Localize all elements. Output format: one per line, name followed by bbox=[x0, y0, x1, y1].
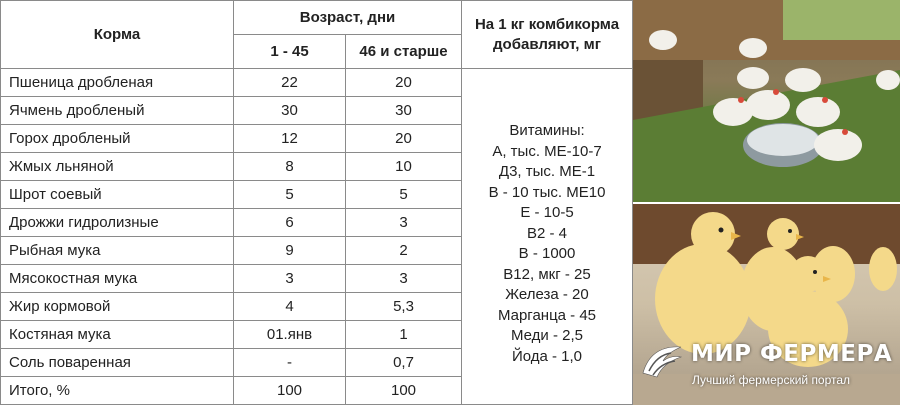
header-age-1-45: 1 - 45 bbox=[234, 35, 346, 69]
age-46-plus-cell: 5 bbox=[346, 181, 462, 209]
vitamins-heading: Витамины: bbox=[509, 122, 585, 139]
feed-name-cell: Соль поваренная bbox=[1, 349, 234, 377]
age-46-plus-cell: 5,3 bbox=[346, 293, 462, 321]
age-1-45-cell: 01.янв bbox=[234, 321, 346, 349]
table-row bbox=[1, 69, 633, 97]
vitamin-item: В - 10 тыс. МЕ10 bbox=[488, 183, 606, 201]
age-1-45-cell: 30 bbox=[234, 97, 346, 125]
photo-panel bbox=[633, 0, 900, 405]
vitamin-item: Е - 10-5 bbox=[520, 204, 574, 221]
header-age-46-plus: 46 и старше bbox=[346, 35, 462, 69]
age-46-plus-cell: 3 bbox=[346, 209, 462, 237]
logo-title: МИР ФЕРМЕРА bbox=[691, 341, 893, 367]
age-1-45-cell: 100 bbox=[234, 377, 346, 405]
feed-name-cell: Шрот соевый bbox=[1, 181, 234, 209]
header-additive bbox=[462, 1, 633, 69]
age-46-plus-cell: 2 bbox=[346, 237, 462, 265]
broiler-chickens-photo bbox=[633, 0, 900, 202]
vitamin-item: В2 - 4 bbox=[526, 224, 568, 242]
age-46-plus-cell: 20 bbox=[346, 69, 462, 97]
logo-subtitle: Лучший фермерский портал bbox=[692, 373, 851, 387]
age-1-45-cell: 3 bbox=[234, 265, 346, 293]
vitamin-item: Йода - 1,0 bbox=[511, 347, 583, 365]
age-1-45-cell: - bbox=[234, 349, 346, 377]
logo bbox=[633, 337, 900, 397]
feed-name-cell: Костяная мука bbox=[1, 321, 234, 349]
age-1-45-cell: 12 bbox=[234, 125, 346, 153]
age-46-plus-cell: 20 bbox=[346, 125, 462, 153]
broilers-illustration bbox=[633, 0, 900, 202]
farm-logo-icon bbox=[641, 341, 685, 381]
age-1-45-cell: 8 bbox=[234, 153, 346, 181]
header-age: Возраст, дни bbox=[234, 1, 462, 35]
feed-name-cell: Дрожжи гидролизные bbox=[1, 209, 234, 237]
feed-name-cell: Ячмень дробленый bbox=[1, 97, 234, 125]
age-46-plus-cell: 30 bbox=[346, 97, 462, 125]
age-1-45-cell: 22 bbox=[234, 69, 346, 97]
age-46-plus-cell: 1 bbox=[346, 321, 462, 349]
age-1-45-cell: 6 bbox=[234, 209, 346, 237]
feed-name-cell: Мясокостная мука bbox=[1, 265, 234, 293]
age-46-plus-cell: 0,7 bbox=[346, 349, 462, 377]
age-1-45-cell: 5 bbox=[234, 181, 346, 209]
feed-name-cell: Горох дробленый bbox=[1, 125, 234, 153]
vitamin-item: В - 1000 bbox=[518, 245, 576, 262]
age-1-45-cell: 4 bbox=[234, 293, 346, 321]
age-46-plus-cell: 3 bbox=[346, 265, 462, 293]
feed-name-cell: Итого, % bbox=[1, 377, 234, 405]
feed-name-cell: Пшеница дробленая bbox=[1, 69, 234, 97]
age-46-plus-cell: 10 bbox=[346, 153, 462, 181]
header-additive-label: На 1 кг комбикорма добавляют, мг bbox=[474, 15, 620, 53]
feed-name-cell: Рыбная мука bbox=[1, 237, 234, 265]
vitamin-item: Железа - 20 bbox=[505, 286, 589, 303]
vitamin-item: Д3, тыс. МЕ-1 bbox=[498, 163, 596, 180]
feed-name-cell: Жир кормовой bbox=[1, 293, 234, 321]
vitamins-cell bbox=[462, 69, 633, 405]
age-46-plus-cell: 100 bbox=[346, 377, 462, 405]
age-1-45-cell: 9 bbox=[234, 237, 346, 265]
vitamin-item: Меди - 2,5 bbox=[511, 327, 583, 344]
vitamin-item: В12, мкг - 25 bbox=[503, 265, 591, 283]
vitamin-item: Марганца - 45 bbox=[497, 306, 597, 324]
feed-name-cell: Жмых льняной bbox=[1, 153, 234, 181]
header-feed: Корма bbox=[1, 1, 234, 69]
vitamin-item: А, тыс. МЕ-10-7 bbox=[492, 142, 602, 160]
